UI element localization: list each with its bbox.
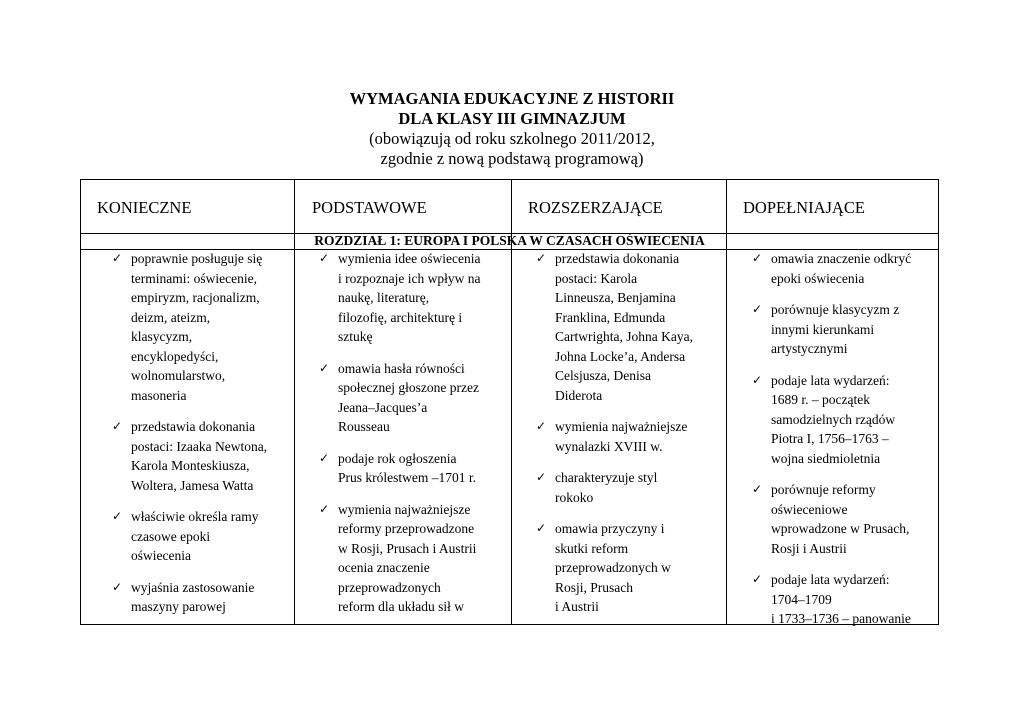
requirement-text-line: reform dla układu sił w [338,599,464,614]
requirement-item [749,249,939,288]
requirement-text-line: porównuje klasycyzm z [771,302,900,317]
subtitle-line-1: (obowiązują od roku szkolnego 2011/2012, [369,129,655,148]
requirement-text-line: postaci: Karola [555,270,638,286]
requirement-text-line: Johna Locke’a, Andersa [555,348,686,364]
requirement-text-line: przeprowadzonych [338,579,441,595]
checkmark-icon: ✓ [752,482,763,496]
requirements-table [80,179,939,625]
requirement-text-line: Prus królestwem –1701 r. [338,470,476,485]
requirement-text-line: poprawnie posługuje się [131,251,263,266]
requirement-item [749,570,939,629]
requirement-text-line: charakteryzuje styl [555,470,658,485]
requirement-item [109,249,294,405]
requirement-text-line: właściwie określa ramy [131,509,259,524]
requirement-item [749,300,939,359]
requirement-text-line: 1704–1709 [771,591,832,607]
checkmark-icon: ✓ [319,251,330,265]
requirement-text-line: i rozpoznaje ich wpływ na [338,270,481,286]
requirement-text-line: Linneusza, Benjamina [555,290,676,305]
section-title: ROZDZIAŁ 1: EUROPA I POLSKA W CZASACH OŚWIECENIA [314,233,705,248]
header-konieczne: KONIECZNE [97,198,192,217]
requirement-text-line: oświeceniowe [771,501,848,517]
requirement-text-line: Piotra I, 1756–1763 – [771,431,889,446]
column-dopelniajace [749,249,939,641]
requirement-text-line: porównuje reformy [771,482,876,497]
checkmark-icon: ✓ [112,251,123,265]
requirement-text-line: Cartwrighta, Johna Kaya, [555,329,693,344]
checkmark-icon: ✓ [752,372,763,387]
requirement-text-line: i 1733–1736 – panowanie [771,611,911,626]
requirement-text-line: Diderota [555,387,603,403]
requirement-text-line: w Rosji, Prusach i Austrii [338,540,477,556]
column-podstawowe [316,249,511,629]
requirement-text-line: reformy przeprowadzone [338,521,475,536]
requirement-text-line: podaje lata wydarzeń: [771,372,890,388]
document-title [0,89,1024,169]
requirement-text-line: epoki oświecenia [771,270,865,286]
requirement-text-line: Woltera, Jamesa Watta [131,477,254,493]
requirement-text-line: Rosji i Austrii [771,540,847,556]
requirement-text-line: i Austrii [555,599,599,614]
checkmark-icon: ✓ [112,419,123,433]
requirement-text-line: wynalazki XVIII w. [555,438,663,454]
requirement-text-line: rokoko [555,489,594,505]
requirement-text-line: przedstawia dokonania [131,419,256,434]
requirement-item [533,249,726,405]
title-line-2: DLA KLASY III GIMNAZJUM [398,109,626,128]
requirement-text-line: innymi kierunkami [771,321,875,337]
requirement-text-line: omawia hasła równości [338,360,465,376]
checkmark-icon: ✓ [112,509,123,523]
requirement-text-line: artystycznymi [771,341,848,356]
requirement-text-line: samodzielnych rządów [771,411,896,427]
requirement-item [749,371,939,469]
requirement-text-line: skutki reform [555,540,629,556]
requirement-text-line: postaci: Izaaka Newtona, [131,438,268,454]
header-dopelniajace: DOPEŁNIAJĄCE [743,198,865,217]
checkmark-icon: ✓ [319,450,330,465]
requirement-text-line: wymienia najważniejsze [555,419,688,434]
column-konieczne [109,249,294,629]
requirement-text-line: Celsjusza, Denisa [555,368,651,383]
requirement-text-line: encyklopedyści, [131,348,219,364]
requirement-text-line: masoneria [131,387,187,403]
requirement-text-line: Karola Monteskiusza, [131,458,250,473]
requirement-text-line: naukę, literaturę, [338,290,430,305]
requirement-text-line: empiryzm, racjonalizm, [131,290,260,305]
requirement-text-line: filozofię, architekturę i [338,309,463,325]
checkmark-icon: ✓ [536,251,547,265]
requirement-text-line: wymienia idee oświecenia [338,251,481,266]
checkmark-icon: ✓ [536,521,547,535]
requirement-item [533,519,726,617]
requirement-text-line: przeprowadzonych w [555,560,671,575]
requirement-text-line: sztukę [338,329,373,344]
checkmark-icon: ✓ [319,501,330,516]
requirement-item [109,417,294,495]
requirement-text-line: wolnomularstwo, [131,368,226,383]
requirement-item [316,449,511,488]
column-rozszerzajace [533,249,726,629]
header-podstawowe: PODSTAWOWE [312,198,427,217]
requirement-text-line: podaje lata wydarzeń: [771,572,890,587]
requirement-text-line: omawia znaczenie odkryć [771,251,912,266]
requirement-item [316,359,511,437]
requirement-text-line: deizm, ateizm, [131,309,211,325]
requirement-text-line: ocenia znaczenie [338,560,430,575]
requirement-text-line: wojna siedmioletnia [771,450,881,466]
checkmark-icon: ✓ [752,251,763,265]
requirement-text-line: podaje rok ogłoszenia [338,450,457,466]
requirement-text-line: oświecenia [131,548,191,563]
requirement-text-line: przedstawia dokonania [555,251,680,266]
requirement-text-line: wymienia najważniejsze [338,501,471,517]
checkmark-icon: ✓ [112,579,123,594]
requirement-item [109,507,294,566]
requirement-item [316,500,511,617]
requirement-text-line: 1689 r. – początek [771,392,870,407]
checkmark-icon: ✓ [752,572,763,586]
header-rozszerzajace: ROZSZERZAJĄCE [528,198,663,217]
requirement-item [533,468,726,507]
requirement-text-line: klasycyzm, [131,329,193,344]
checkmark-icon: ✓ [536,470,547,484]
requirement-text-line: omawia przyczyny i [555,521,665,536]
requirement-text-line: społecznej głoszone przez [338,380,479,395]
title-line-1: WYMAGANIA EDUKACYJNE Z HISTORII [349,89,675,108]
requirement-text-line: Rosji, Prusach [555,579,634,595]
requirement-text-line: czasowe epoki [131,528,211,544]
checkmark-icon: ✓ [752,302,763,316]
requirement-text-line: Rousseau [338,419,390,434]
requirement-item [109,578,294,617]
checkmark-icon: ✓ [319,360,330,375]
requirement-item [316,249,511,347]
requirement-text-line: wyjaśnia zastosowanie [131,579,255,595]
requirement-item [749,480,939,558]
requirement-text-line: Jeana–Jacques’a [338,399,428,415]
checkmark-icon: ✓ [536,419,547,433]
requirement-text-line: maszyny parowej [131,599,226,614]
requirement-text-line: wprowadzone w Prusach, [771,521,910,536]
requirement-text-line: Franklina, Edmunda [555,309,666,325]
requirement-item [533,417,726,456]
subtitle-line-2: zgodnie z nową podstawą programową) [380,149,644,168]
requirement-text-line: terminami: oświecenie, [131,270,257,286]
